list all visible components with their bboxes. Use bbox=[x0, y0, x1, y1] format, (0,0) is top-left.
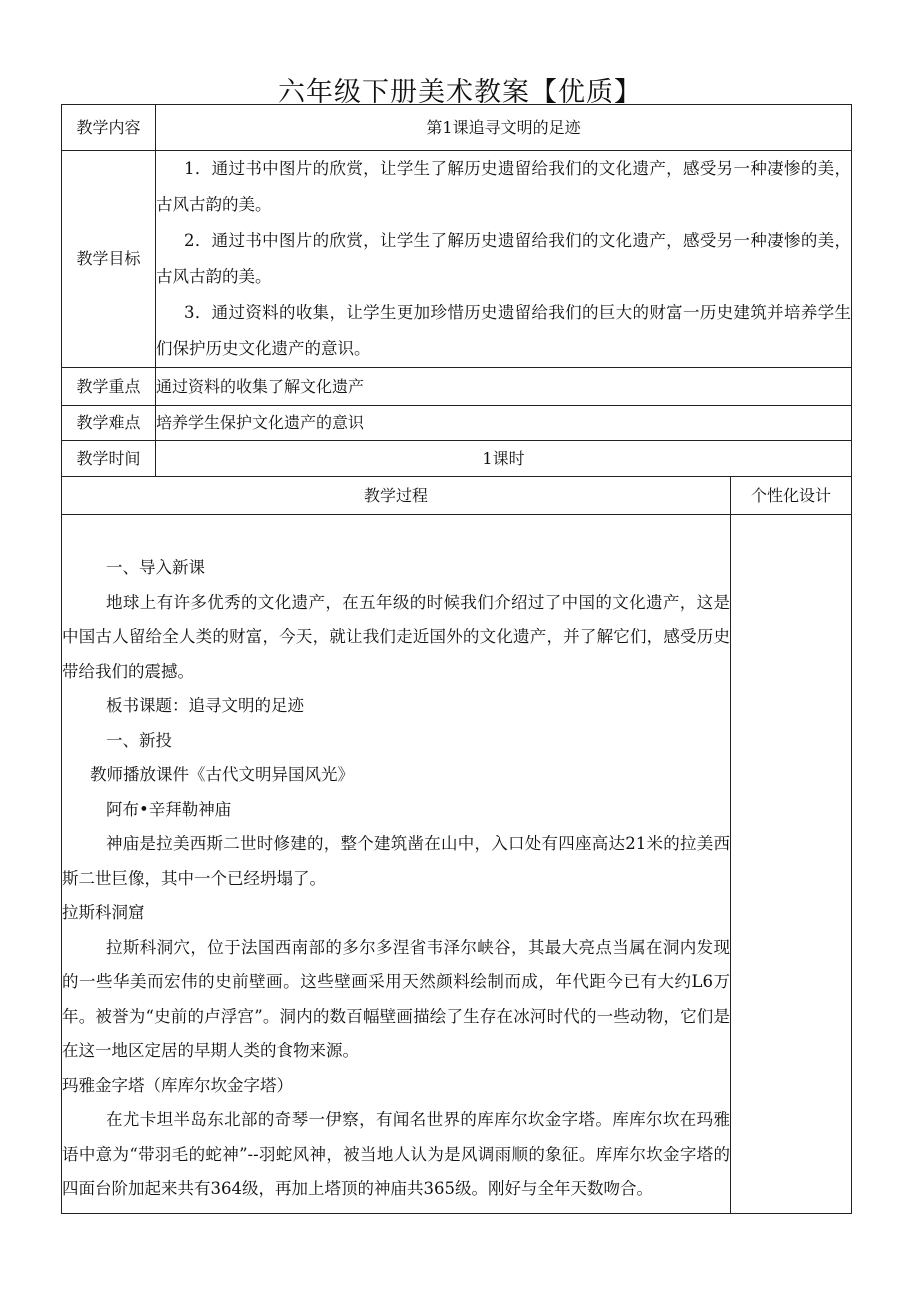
subheading: 拉斯科洞窟 bbox=[62, 903, 145, 922]
paragraph: 地球上有许多优秀的文化遗产，在五年级的时候我们介绍过了中国的文化遗产，这是中国古人留给全人类的财富，今天，就让我们走近国外的文化遗产，并了解它们，感受历史带给我们的震撼。 bbox=[62, 592, 730, 681]
label-time: 教学时间 bbox=[62, 441, 156, 477]
row-goals bbox=[62, 151, 852, 368]
value-time: 1课时 bbox=[156, 441, 852, 477]
personalized-design-cell bbox=[731, 515, 852, 1214]
section-heading: 一、导入新课 bbox=[106, 558, 205, 577]
row-content bbox=[62, 105, 852, 151]
paragraph: 教师播放课件《古代文明异国风光》 bbox=[90, 765, 354, 784]
goal-item: 2．通过书中图片的欣赏，让学生了解历史遗留给我们的文化遗产，感受另一种凄惨的美，古风古韵的美。 bbox=[156, 231, 851, 286]
goal-item: 1．通过书中图片的欣赏，让学生了解历史遗留给我们的文化遗产，感受另一种凄惨的美，古风古韵的美。 bbox=[156, 159, 851, 214]
label-content: 教学内容 bbox=[62, 105, 156, 151]
subheading: 玛雅金字塔（库库尔坎金字塔） bbox=[62, 1075, 293, 1095]
row-time bbox=[62, 441, 852, 477]
paragraph: 拉斯科洞穴，位于法国西南部的多尔多涅省韦泽尔峡谷，其最大亮点当属在洞内发现的一些华美而宏伟的史前壁画。这些壁画采用天然颜料绘制而成，年代距今已有大约L6万年。被誉为“史前的卢浮宫”。洞内的数百幅壁画描绘了生存在冰河时代的一些动物，它们是在这一地区定居的早期人类的食物来源。 bbox=[62, 937, 730, 1060]
row-process-body bbox=[62, 515, 852, 1214]
value-difficulty: 培养学生保护文化遗产的意识 bbox=[156, 406, 852, 441]
row-process-header bbox=[62, 477, 852, 515]
personalized-design-header: 个性化设计 bbox=[731, 477, 852, 515]
goal-item: 3．通过资料的收集，让学生更加珍惜历史遗留给我们的巨大的财富一历史建筑并培养学生们保护历史文化遗产的意识。 bbox=[156, 303, 851, 358]
label-key-point: 教学重点 bbox=[62, 368, 156, 406]
process-header: 教学过程 bbox=[62, 477, 731, 515]
subheading: 阿布•辛拜勒神庙 bbox=[106, 799, 232, 819]
label-difficulty: 教学难点 bbox=[62, 406, 156, 441]
section-heading: 一、新投 bbox=[106, 730, 172, 750]
lesson-plan-table bbox=[61, 104, 852, 1214]
goals-list bbox=[156, 151, 852, 368]
label-goals: 教学目标 bbox=[62, 151, 156, 368]
row-difficulty bbox=[62, 406, 852, 441]
paragraph: 板书课题：追寻文明的足迹 bbox=[106, 696, 304, 715]
document-title: 六年级下册美术教案【优质】 bbox=[278, 77, 642, 108]
value-content: 第1课追寻文明的足迹 bbox=[156, 105, 852, 151]
value-key-point: 通过资料的收集了解文化遗产 bbox=[156, 368, 852, 406]
paragraph: 神庙是拉美西斯二世时修建的，整个建筑凿在山中，入口处有四座高达21米的拉美西斯二世巨像，其中一个已经坍塌了。 bbox=[62, 834, 730, 888]
process-body bbox=[62, 515, 731, 1214]
paragraph: 在尤卡坦半岛东北部的奇琴一伊察，有闻名世界的库库尔坎金字塔。库库尔坎在玛雅语中意为“带羽毛的蛇神”--羽蛇风神，被当地人认为是风调雨顺的象征。库库尔坎金字塔的四面台阶加起来共有364级，再加上塔顶的神庙共365级。刚好与全年天数吻合。 bbox=[62, 1110, 730, 1198]
row-key-point bbox=[62, 368, 852, 406]
